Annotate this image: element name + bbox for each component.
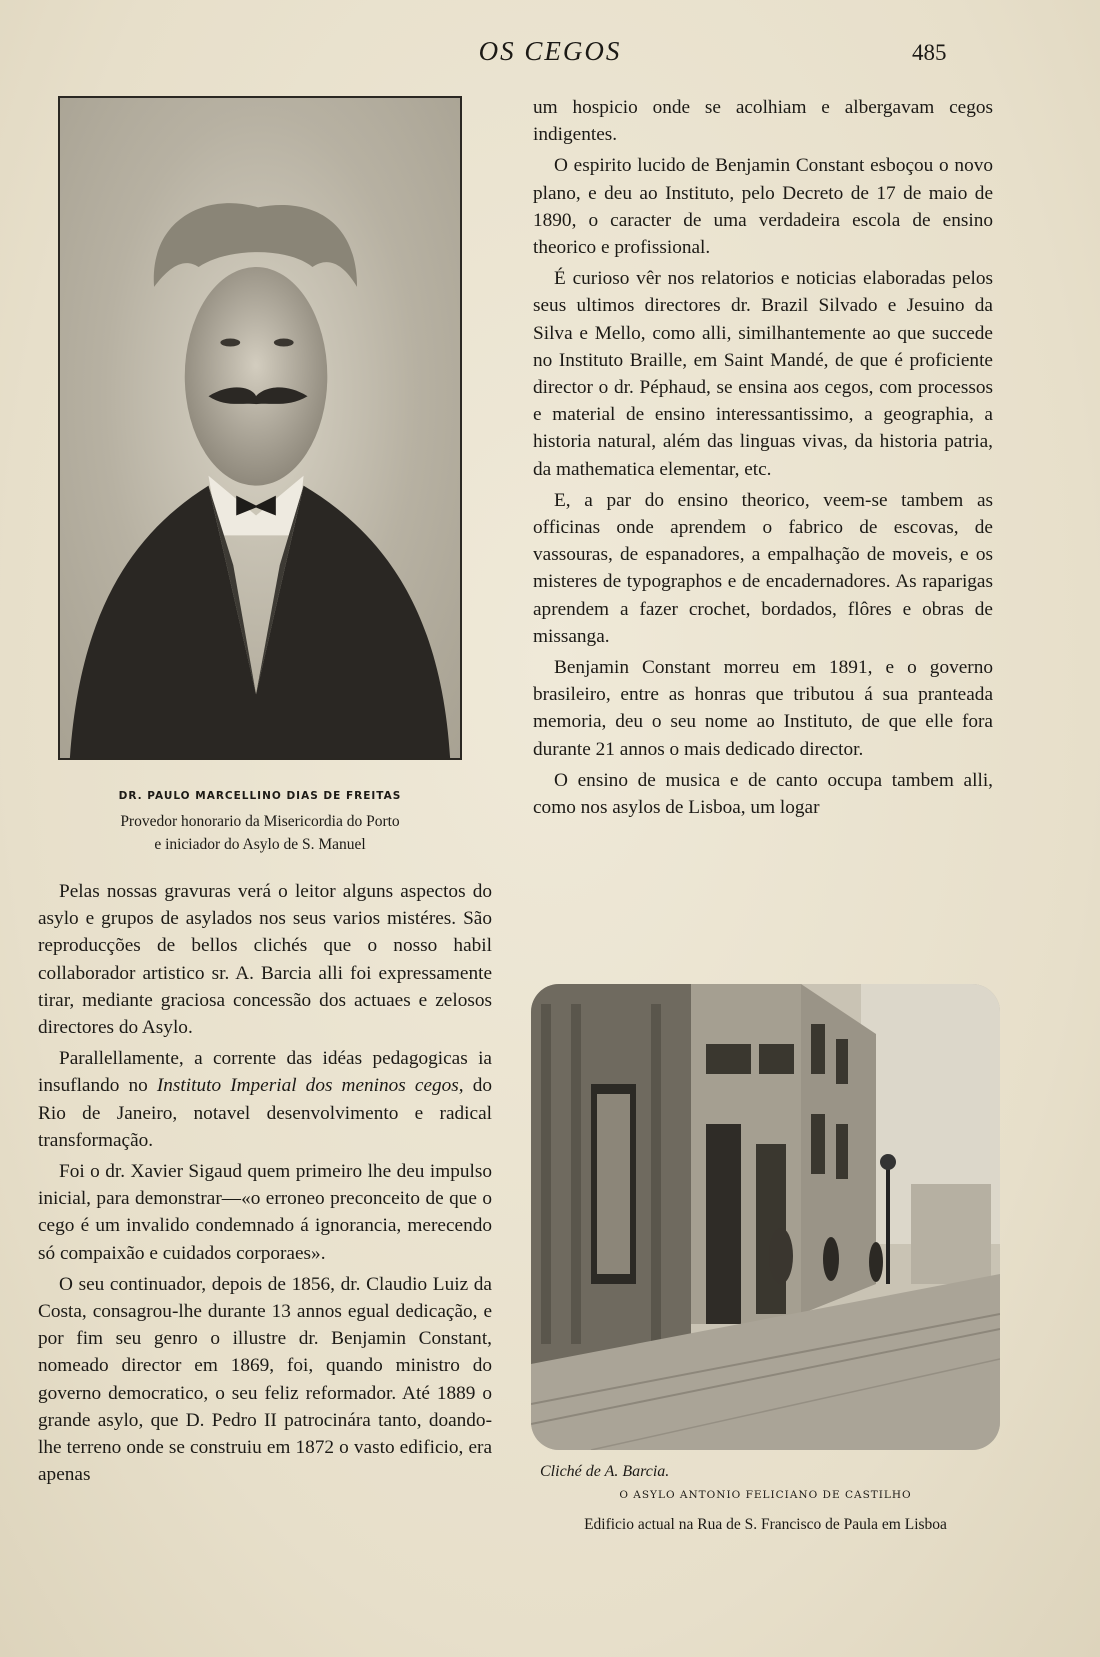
page-number: 485 bbox=[912, 40, 947, 65]
left-column-text bbox=[38, 878, 492, 1488]
paragraph: Benjamin Constant morreu em 1891, e o governo brasileiro, entre as honras que tributou á sua pranteada memoria, deu o seu nome ao Instituto, de que elle fora durante 21 annos o mais dedicado director. bbox=[533, 657, 993, 760]
paragraph: um hospicio onde se acolhiam e albergavam cegos indigentes. bbox=[533, 97, 993, 146]
portrait-photo bbox=[58, 96, 462, 760]
street-illustration bbox=[531, 984, 1000, 1450]
paragraph: É curioso vêr nos relatorios e noticias elaboradas pelos seus ultimos directores dr. Brazil Silvado e Jesuino da Silva e Mello, como alli, similhantemente ao que succede no Instituto Braille, em Saint Mandé, de que é proficiente director o dr. Péphaud, se ensina aos cegos, com processos e material de ensino interessantissimo, a geographia, a historia natural, além das linguas vivas, da historia patria, da mathematica elementar, etc. bbox=[533, 268, 993, 480]
portrait-illustration bbox=[60, 98, 460, 758]
running-title: OS CEGOS bbox=[478, 36, 622, 66]
paragraph: O ensino de musica e de canto occupa tambem alli, como nos asylos de Lisboa, um logar bbox=[533, 769, 993, 819]
street-photo bbox=[531, 984, 1000, 1450]
paragraph-text: , do Rio de Janeiro, notavel desenvolvimento e radical transformação. bbox=[38, 1075, 492, 1151]
paragraph-text: Parallellamente, a corrente das idéas pedagogicas ia insuflando no bbox=[38, 1048, 492, 1097]
paragraph: Pelas nossas gravuras verá o leitor alguns aspectos do asylo e grupos de asylados nos seus varios mistéres. São reproducções de bellos clichés que o nosso habil collaborador artistico sr. A. Barcia alli foi expressamente tirar, mediante graciosa concessão dos actuaes e zelosos directores do Asylo. bbox=[38, 881, 492, 1039]
portrait-caption-name: DR. PAULO MARCELLINO DIAS DE FREITAS bbox=[118, 790, 402, 802]
portrait-caption-line2: e iniciador do Asylo de S. Manuel bbox=[154, 836, 366, 853]
paragraph: E, a par do ensino theorico, veem-se tambem as officinas onde aprendem o fabrico de escovas, de vassouras, de espanadores, a empalhação de moveis, e os misteres de typographos e de encadernadores. As raparigas aprendem a fazer crochet, bordados, flôres e obras de missanga. bbox=[533, 489, 993, 647]
photo-caption-title: O ASYLO ANTONIO FELICIANO DE CASTILHO bbox=[619, 1489, 912, 1501]
paragraph: Foi o dr. Xavier Sigaud quem primeiro lhe deu impulso inicial, para demonstrar—«o erroneo preconceito de que o cego é um invalido condemnado á ignorancia, merecendo só compaixão e cuidados corporaes». bbox=[38, 1161, 492, 1264]
paragraph: O seu continuador, depois de 1856, dr. Claudio Luiz da Costa, consagrou-lhe durante 13 annos egual dedicação, e por fim seu genro o illustre dr. Benjamin Constant, nomeado director em 1869, foi, quando ministro do governo democratico, o seu feliz reformador. Até 1889 o grande asylo, que D. Pedro II patrocinára tanto, doando-lhe terreno onde se construiu em 1872 o vasto edificio, era apenas bbox=[38, 1273, 492, 1486]
photo-caption-subtitle: Edificio actual na Rua de S. Francisco de Paula em Lisboa bbox=[584, 1516, 947, 1533]
institution-name: Instituto Imperial dos meninos cegos bbox=[156, 1075, 459, 1097]
right-column-text bbox=[533, 94, 993, 821]
photo-credit: Cliché de A. Barcia. bbox=[540, 1463, 670, 1480]
paragraph bbox=[38, 1045, 492, 1154]
paragraph: O espirito lucido de Benjamin Constant esboçou o novo plano, e deu ao Instituto, pelo Decreto de 17 de maio de 1890, o caracter de uma verdadeira escola de ensino theorico e profissional. bbox=[533, 155, 993, 259]
portrait-caption-line1: Provedor honorario da Misericordia do Porto bbox=[120, 813, 400, 830]
